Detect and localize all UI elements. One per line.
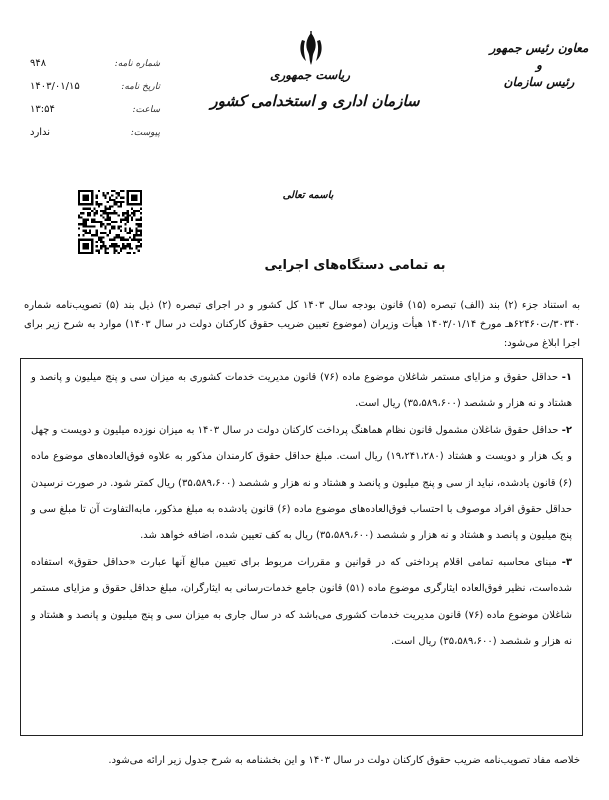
provision-text: حداقل حقوق و مزایای مستمر شاغلان موضوع ماده (۷۶) قانون مدیریت خدمات کشوری به میزان سی و پنج میلیون و پانصد و هشتاد و نه هزار و ششصد (۳۵،۵۸۹،۶۰۰) ریال است. (31, 372, 572, 410)
provision-item-2 (31, 418, 572, 550)
iran-emblem-icon (296, 30, 326, 68)
provision-number: ۲- (561, 424, 572, 436)
meta-attachment-row (30, 121, 160, 144)
qr-code-icon (78, 190, 142, 254)
vp-line-3: رئیس سازمان (503, 75, 575, 89)
organization-title: سازمان اداری و استخدامی کشور (210, 92, 420, 110)
date-value: ۱۴۰۳/۰۱/۱۵ (30, 81, 80, 92)
meta-date-row (30, 75, 160, 98)
provisions-box (20, 358, 583, 736)
summary-paragraph: خلاصه مفاد تصویب‌نامه ضریب حقوق کارکنان دولت در سال ۱۴۰۳ و این بخشنامه به شرح جدول زیر ارائه می‌شود. (108, 755, 580, 766)
presidency-title: ریاست جمهوری (269, 68, 351, 82)
number-value: ۹۴۸ (30, 58, 47, 69)
date-label: تاریخ نامه: (121, 81, 160, 92)
letter-meta (30, 52, 160, 144)
meta-time-row (30, 98, 160, 121)
attachment-value: ندارد (30, 127, 51, 138)
provision-text: حداقل حقوق شاغلان مشمول قانون نظام هماهنگ پرداخت کارکنان دولت در سال ۱۴۰۳ به میزان نوزده میلیون و دویست و چهل و یک هزار و دویست و هشتاد (۱۹،۲۴۱،۲۸۰) ریال است. مبلغ حداقل حقوق کارمندان مذکور به علاوه فوق‌العاده‌های موضوع ماده (۶) قانون یادشده، نباید از سی و پنج میلیون و پانصد و هشتاد و نه هزار و ششصد (۳۵،۵۸۹،۶۰۰) ریال کمتر شود. در صورت نرسیدن حداقل حقوق افراد موصوف با احتساب فوق‌العاده‌های موضوع ماده (۶) قانون یادشده به مبلغ مذکور، مابه‌التفاوت آن تا مبلغ سی و پنج میلیون و پانصد و هشتاد و نه هزار و ششصد (۳۵،۵۸۹،۶۰۰) ریال به کف تعیین شده، اضافه خواهد شد. (31, 424, 573, 542)
recipient-title: به تمامی دستگاه‌های اجرایی (264, 258, 446, 273)
vp-line-1: معاون رئیس جمهور (489, 41, 589, 55)
time-value: ۱۳:۵۴ (30, 104, 55, 115)
provision-text: مبنای محاسبه تمامی اقلام پرداختی که در قوانین و مقررات مربوط برای تعیین مبالغ آنها عبارت «حداقل حقوق» استفاده شده‌است، نظیر فوق‌العاده ایثارگری موضوع ماده (۵۱) قانون جامع خدمات‌رسانی به ایثارگران، مبلغ حداقل حقوق و مزایای مستمر شاغلان موضوع ماده (۷۶) قانون مدیریت خدمات کشوری می‌باشد که در سال جاری به میزان سی و پنج میلیون و پانصد و هشتاد و نه هزار و ششصد (۳۵،۵۸۹،۶۰۰) ریال است. (31, 556, 572, 648)
provision-number: ۱- (561, 372, 573, 383)
number-label: شماره نامه: (114, 58, 160, 69)
provision-item-3 (31, 550, 572, 656)
meta-number-row (30, 52, 160, 75)
attachment-label: پیوست: (130, 127, 160, 138)
provision-item-1 (31, 365, 572, 418)
bismillah: باسمه تعالی (282, 190, 334, 201)
time-label: ساعت: (132, 104, 160, 115)
intro-paragraph: به استناد جزء (۲) بند (الف) تبصره (۱۵) قانون بودجه سال ۱۴۰۳ کل کشور و در اجرای تبصره (۲) ذیل بند (۵) تصویب‌نامه شماره ۳۰۳۴۰/ت۶۲۴۶۰هـ مورخ ۱۴۰۳/۰۱/۱۴ هیأت وزیران (موضوع تعیین ضریب حقوق کارکنان دولت در سال ۱۴۰۳) موارد به شرح زیر برای اجرا ابلاغ می‌شود: (24, 300, 581, 349)
vp-line-2: و (536, 58, 542, 72)
vice-president-heading (489, 40, 589, 91)
provision-number: ۳- (561, 556, 572, 568)
